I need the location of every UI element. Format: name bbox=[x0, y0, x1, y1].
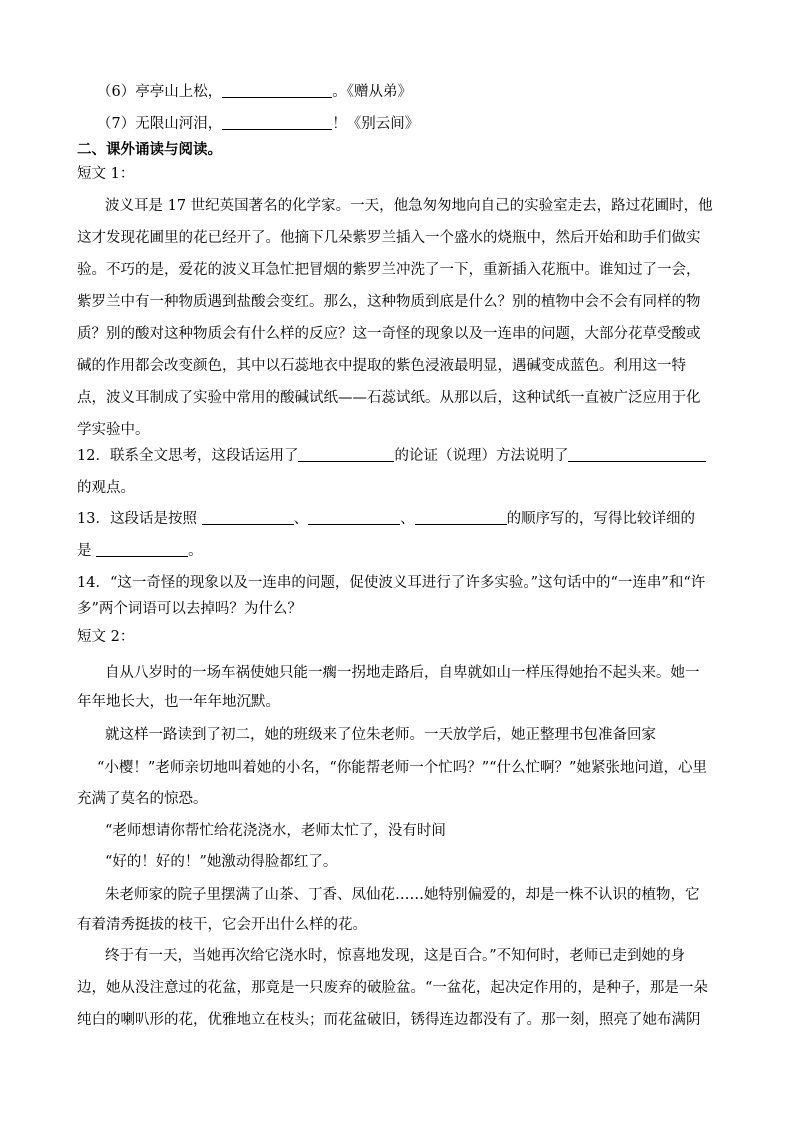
answer-blank[interactable] bbox=[415, 510, 507, 525]
q13-separator: 、 bbox=[400, 511, 415, 527]
question-13 bbox=[77, 509, 695, 529]
passage1-label: 短文 1： bbox=[77, 166, 135, 182]
q12-text: 12．联系全文思考，这段话运用了 bbox=[77, 448, 299, 464]
passage1-line: 质？别的酸对这种物质会有什么样的反应？这一奇怪的现象以及一连串的问题，大部分花草受酸或 bbox=[77, 326, 701, 342]
passage2-line: 自从八岁时的一场车祸使她只能一瘸一拐地走路后，自卑就如山一样压得她抬不起头来。她一 bbox=[105, 665, 700, 681]
q13-text: 是 bbox=[77, 543, 92, 559]
q13-continuation bbox=[77, 541, 203, 561]
q13-text: 13．这段话是按照 bbox=[77, 511, 197, 527]
q12-text: 的论证（说理）方法说明了 bbox=[394, 448, 569, 464]
passage1-line: 学实验中。 bbox=[77, 422, 150, 438]
poem-7-text: （7）无限山河泪， bbox=[97, 116, 223, 132]
passage2-line: “老师想请你帮忙给花浇浇水，老师太忙了，没有时间 bbox=[105, 823, 446, 839]
passage1-line: 这才发现花圃里的花已经开了。他摘下几朵紫罗兰插入一个盛水的烧瓶中，然后开始和助手们做实 bbox=[77, 230, 701, 246]
q12-continuation: 的观点。 bbox=[77, 480, 135, 496]
passage2-line: 有着清秀挺拔的枝干，它会开出什么样的花。 bbox=[77, 917, 367, 933]
passage2-line: 终于有一天，当她再次给它浇水时，惊喜地发现，这是百合。”不知何时，老师已走到她的身 bbox=[105, 948, 686, 964]
poem-7-source: ！《别云间》 bbox=[332, 116, 420, 132]
section-heading: 二、课外诵读与阅读。 bbox=[77, 142, 222, 158]
question-12 bbox=[77, 446, 706, 466]
passage1-line: 波义耳是 17 世纪英国著名的化学家。一天，他急匆匆地向自己的实验室走去，路过花圃时，他 bbox=[105, 198, 713, 214]
passage2-line: 纯白的喇叭形的花，优雅地立在枝头；而花盆破旧，锈得连边都没有了。那一刻，照亮了她布满阴 bbox=[77, 1012, 701, 1028]
passage2-line: 年年地长大，也一年年地沉默。 bbox=[77, 694, 280, 710]
q13-text: 的顺序写的，写得比较详细的 bbox=[506, 511, 696, 527]
answer-blank[interactable] bbox=[568, 447, 706, 462]
passage2-line: 就这样一路读到了初二，她的班级来了位朱老师。一天放学后，她正整理书包准备回家 bbox=[105, 727, 656, 743]
answer-blank[interactable] bbox=[202, 510, 294, 525]
q13-text: 。 bbox=[188, 543, 203, 559]
answer-blank[interactable] bbox=[222, 83, 332, 98]
passage2-label: 短文 2： bbox=[77, 629, 135, 645]
poem-line-7 bbox=[97, 114, 419, 134]
answer-blank[interactable] bbox=[308, 510, 400, 525]
passage2-line: 朱老师家的院子里摆满了山茶、丁香、凤仙花……她特别偏爱的，却是一株不认识的植物，它 bbox=[105, 887, 700, 903]
q14-continuation: 多”两个词语可以去掉吗？为什么？ bbox=[77, 601, 302, 617]
passage1-line: 验。不巧的是，爱花的波义耳急忙把冒烟的紫罗兰冲洗了一下，重新插入花瓶中。谁知过了一会， bbox=[77, 262, 701, 278]
poem-6-source: 。《赠从弟》 bbox=[332, 84, 412, 100]
passage1-line: 紫罗兰中有一种物质遇到盐酸会变红。那么，这种物质到底是什么？别的植物中会不会有同样的物 bbox=[77, 294, 701, 310]
poem-line-6 bbox=[97, 82, 412, 102]
answer-blank[interactable] bbox=[298, 447, 394, 462]
passage2-line: “好的！好的！”她激动得脸都红了。 bbox=[105, 854, 338, 870]
passage2-line: 边，她从没注意过的花盆，那竟是一只废弃的破脸盆。“一盆花，起决定作用的，是种子，那是一朵 bbox=[77, 980, 708, 996]
passage1-line: 点，波义耳制成了实验中常用的酸碱试纸——石蕊试纸。从那以后，这种试纸一直被广泛应用于化 bbox=[77, 390, 701, 406]
passage1-line: 碱的作用都会改变颜色，其中以石蕊地衣中提取的紫色浸液最明显，遇碱变成蓝色。利用这一特 bbox=[77, 358, 686, 374]
answer-blank[interactable] bbox=[222, 115, 332, 130]
poem-6-text: （6）亭亭山上松， bbox=[97, 84, 223, 100]
q13-separator: 、 bbox=[293, 511, 309, 527]
passage2-line: “小樱！”老师亲切地叫着她的小名，“你能帮老师一个忙吗？”“什么忙啊？”她紧张地问道，心里 bbox=[97, 760, 707, 776]
answer-blank[interactable] bbox=[96, 542, 188, 557]
passage2-line: 充满了莫名的惊恐。 bbox=[77, 791, 208, 807]
question-14: 14．“这一奇怪的现象以及一连串的问题，促使波义耳进行了许多实验。”这句话中的“一连串”和“许 bbox=[77, 575, 706, 591]
